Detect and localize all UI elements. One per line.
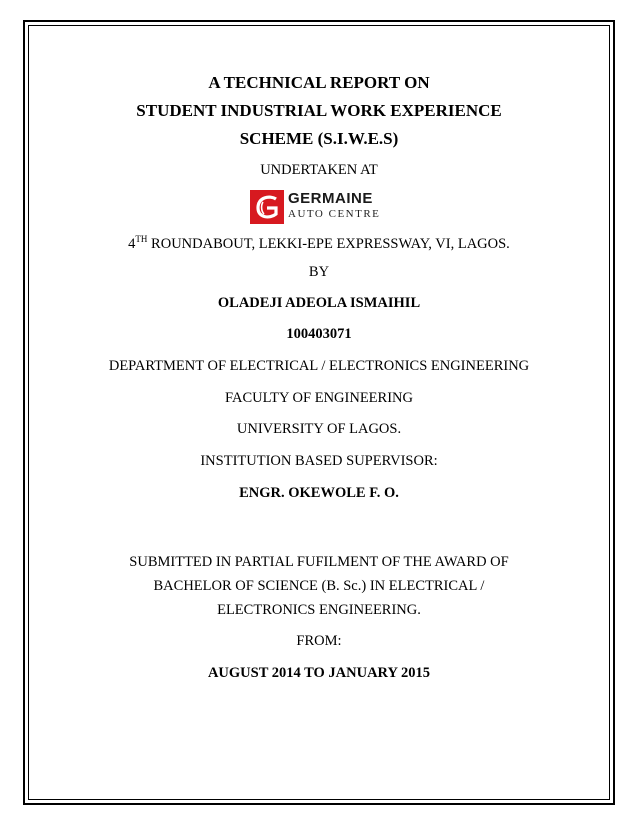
logo-subtitle: AUTO CENTRE [288, 208, 381, 220]
undertaken-at: UNDERTAKEN AT [260, 162, 378, 178]
supervisor-name: ENGR. OKEWOLE F. O. [239, 485, 399, 501]
matric-number: 100403071 [286, 326, 352, 342]
title-line-1: A TECHNICAL REPORT ON [208, 73, 430, 92]
address-number: 4 [128, 235, 136, 252]
submitted-line-2: BACHELOR OF SCIENCE (B. Sc.) IN ELECTRICAL / [153, 578, 485, 594]
company-logo [250, 190, 390, 224]
logo-name: GERMAINE [288, 190, 373, 207]
department: DEPARTMENT OF ELECTRICAL / ELECTRONICS ENGINEERING [108, 358, 530, 374]
university: UNIVERSITY OF LAGOS. [236, 421, 402, 437]
address-superscript: TH [135, 234, 148, 244]
from-label: FROM: [296, 633, 342, 649]
student-name: OLADEJI ADEOLA ISMAIHIL [217, 295, 421, 311]
by-label: BY [308, 264, 330, 280]
faculty: FACULTY OF ENGINEERING [225, 390, 413, 406]
address-text: ROUNDABOUT, LEKKI-EPE EXPRESSWAY, VI, LAGOS. [147, 235, 510, 252]
submitted-line-1: SUBMITTED IN PARTIAL FUFILMENT OF THE AWARD OF [129, 554, 509, 570]
title-line-2: STUDENT INDUSTRIAL WORK EXPERIENCE [136, 101, 502, 120]
supervisor-label: INSTITUTION BASED SUPERVISOR: [200, 453, 438, 469]
report-period: AUGUST 2014 TO JANUARY 2015 [207, 665, 431, 681]
address [0, 234, 638, 253]
submitted-line-3: ELECTRONICS ENGINEERING. [217, 602, 421, 618]
germaine-logo-mark-icon [250, 190, 284, 224]
title-line-3: SCHEME (S.I.W.E.S) [239, 129, 399, 148]
